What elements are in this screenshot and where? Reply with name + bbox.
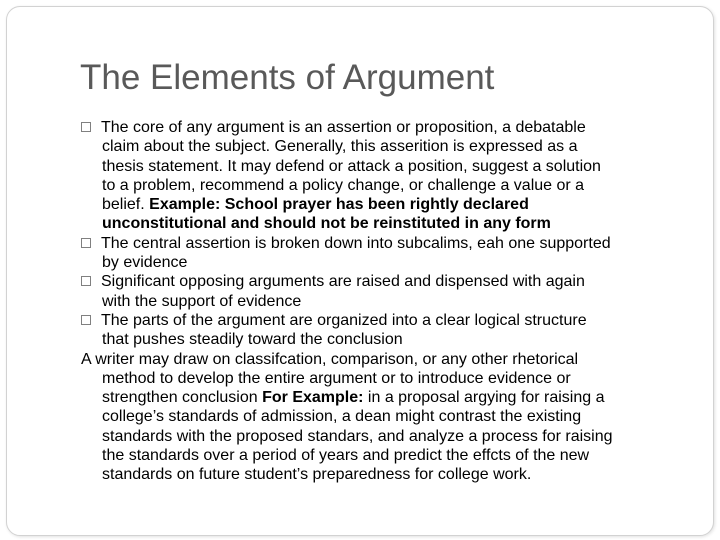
bullet-text: to a problem, recommend a policy change, or challenge a value or a: [102, 176, 585, 194]
square-bullet-icon: [81, 122, 91, 132]
closing-paragraph: [81, 350, 681, 485]
slide-body: [81, 118, 681, 485]
bullet-text: The parts of the argument are organized into a clear logical structure: [101, 311, 587, 329]
closing-text: strengthen conclusion: [102, 389, 263, 407]
bullet-text: with the support of evidence: [102, 292, 302, 310]
closing-text: standards on future student’s preparedness for college work.: [102, 466, 532, 484]
bullet-item: [81, 272, 681, 311]
closing-text: college’s standards of admission, a dean might contrast the existing: [102, 408, 582, 426]
example-label: For Example:: [262, 389, 364, 407]
bullet-text: thesis statement. It may defend or attack a position, suggest a solution: [102, 157, 601, 175]
closing-text: the standards over a period of years and predict the effcts of the new: [102, 447, 590, 465]
bullet-text: Significant opposing arguments are raised and dispensed with again: [101, 273, 585, 291]
square-bullet-icon: [81, 238, 91, 248]
closing-text: in a proposal argying for raising a: [363, 389, 605, 407]
bullet-text: The core of any argument is an assertion or proposition, a debatable: [101, 119, 586, 136]
bullet-text: belief.: [102, 196, 145, 214]
closing-text: standards with the proposed standars, and analyze a process for raising: [102, 427, 613, 445]
closing-text: method to develop the entire argument or to introduce evidence or: [102, 369, 571, 387]
bullet-text: claim about the subject. Generally, this asserition is expressed as a: [102, 138, 578, 156]
bullet-text: by evidence: [102, 254, 188, 272]
example-text: Example: School prayer has been rightly declared: [149, 196, 529, 214]
square-bullet-icon: [81, 315, 91, 325]
closing-text: A writer may draw on classifcation, comparison, or any other rhetorical: [81, 350, 579, 368]
slide-title: The Elements of Argument: [80, 58, 495, 97]
bullet-text: that pushes steadily toward the conclusion: [102, 331, 403, 349]
example-text: unconstitutional and should not be reinstituted in any form: [102, 215, 551, 233]
bullet-item: [81, 118, 681, 234]
square-bullet-icon: [81, 276, 91, 286]
bullet-item: [81, 234, 681, 273]
bullet-text: The central assertion is broken down into subcalims, eah one supported: [101, 234, 611, 252]
bullet-item: [81, 311, 681, 350]
